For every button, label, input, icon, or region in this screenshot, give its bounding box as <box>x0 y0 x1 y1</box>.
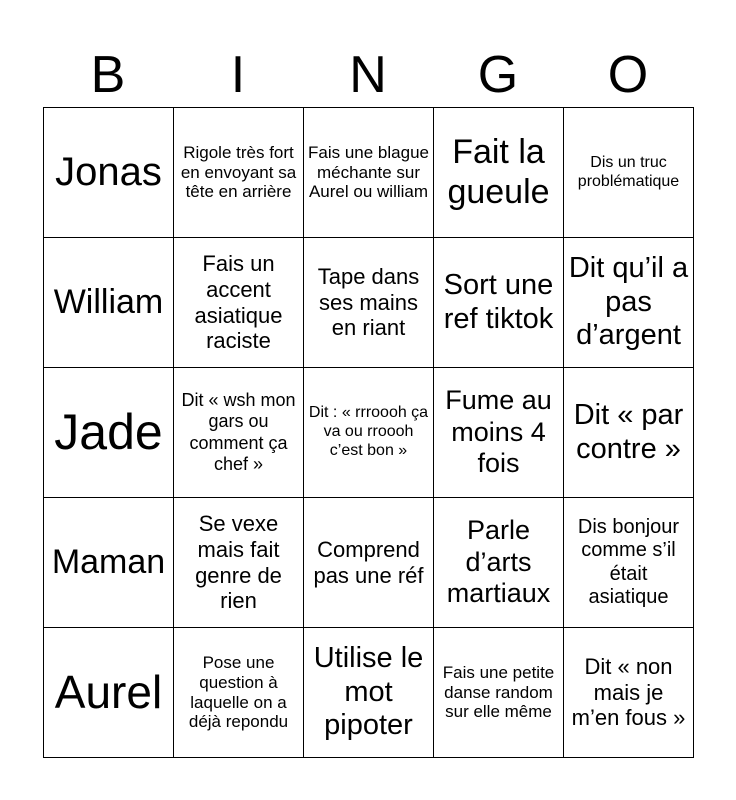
bingo-cell[interactable]: William <box>44 238 174 368</box>
bingo-cell[interactable]: Fais une petite danse random sur elle même <box>434 628 564 758</box>
bingo-cell[interactable]: Fume au moins 4 fois <box>434 368 564 498</box>
bingo-cell[interactable]: Aurel <box>44 628 174 758</box>
bingo-row <box>44 108 694 238</box>
bingo-cell[interactable]: Utilise le mot pipoter <box>304 628 434 758</box>
bingo-cell[interactable]: Tape dans ses mains en riant <box>304 238 434 368</box>
bingo-row <box>44 628 694 758</box>
bingo-cell[interactable]: Fais une blague méchante sur Aurel ou william <box>304 108 434 238</box>
bingo-cell[interactable]: Dis bonjour comme s’il était asiatique <box>564 498 694 628</box>
bingo-cell[interactable]: Sort une ref tiktok <box>434 238 564 368</box>
bingo-row <box>44 368 694 498</box>
bingo-cell[interactable]: Dit qu’il a pas d’argent <box>564 238 694 368</box>
bingo-cell[interactable]: Maman <box>44 498 174 628</box>
bingo-cell[interactable]: Dit « par contre » <box>564 368 694 498</box>
bingo-header <box>43 42 693 108</box>
bingo-cell[interactable]: Fais un accent asiatique raciste <box>174 238 304 368</box>
header-letter-g: G <box>477 46 519 104</box>
bingo-cell[interactable]: Fait la gueule <box>434 108 564 238</box>
bingo-cell[interactable]: Dit : « rrroooh ça va ou rroooh c’est bon » <box>304 368 434 498</box>
bingo-cell[interactable]: Se vexe mais fait genre de rien <box>174 498 304 628</box>
bingo-cell[interactable]: Pose une question à laquelle on a déjà repondu <box>174 628 304 758</box>
header-letter-b: B <box>90 46 126 104</box>
bingo-cell[interactable]: Jonas <box>44 108 174 238</box>
bingo-cell[interactable]: Rigole très fort en envoyant sa tête en arrière <box>174 108 304 238</box>
bingo-row <box>44 498 694 628</box>
bingo-row <box>44 238 694 368</box>
header-letter-i: I <box>230 46 246 104</box>
bingo-cell[interactable]: Dit « wsh mon gars ou comment ça chef » <box>174 368 304 498</box>
bingo-grid <box>43 107 694 758</box>
bingo-cell[interactable]: Dit « non mais je m’en fous » <box>564 628 694 758</box>
bingo-cell[interactable]: Parle d’arts martiaux <box>434 498 564 628</box>
bingo-cell[interactable]: Jade <box>44 368 174 498</box>
bingo-cell[interactable]: Comprend pas une réf <box>304 498 434 628</box>
bingo-cell[interactable]: Dis un truc problématique <box>564 108 694 238</box>
header-letter-o: O <box>607 46 649 104</box>
header-letter-n: N <box>349 46 387 104</box>
